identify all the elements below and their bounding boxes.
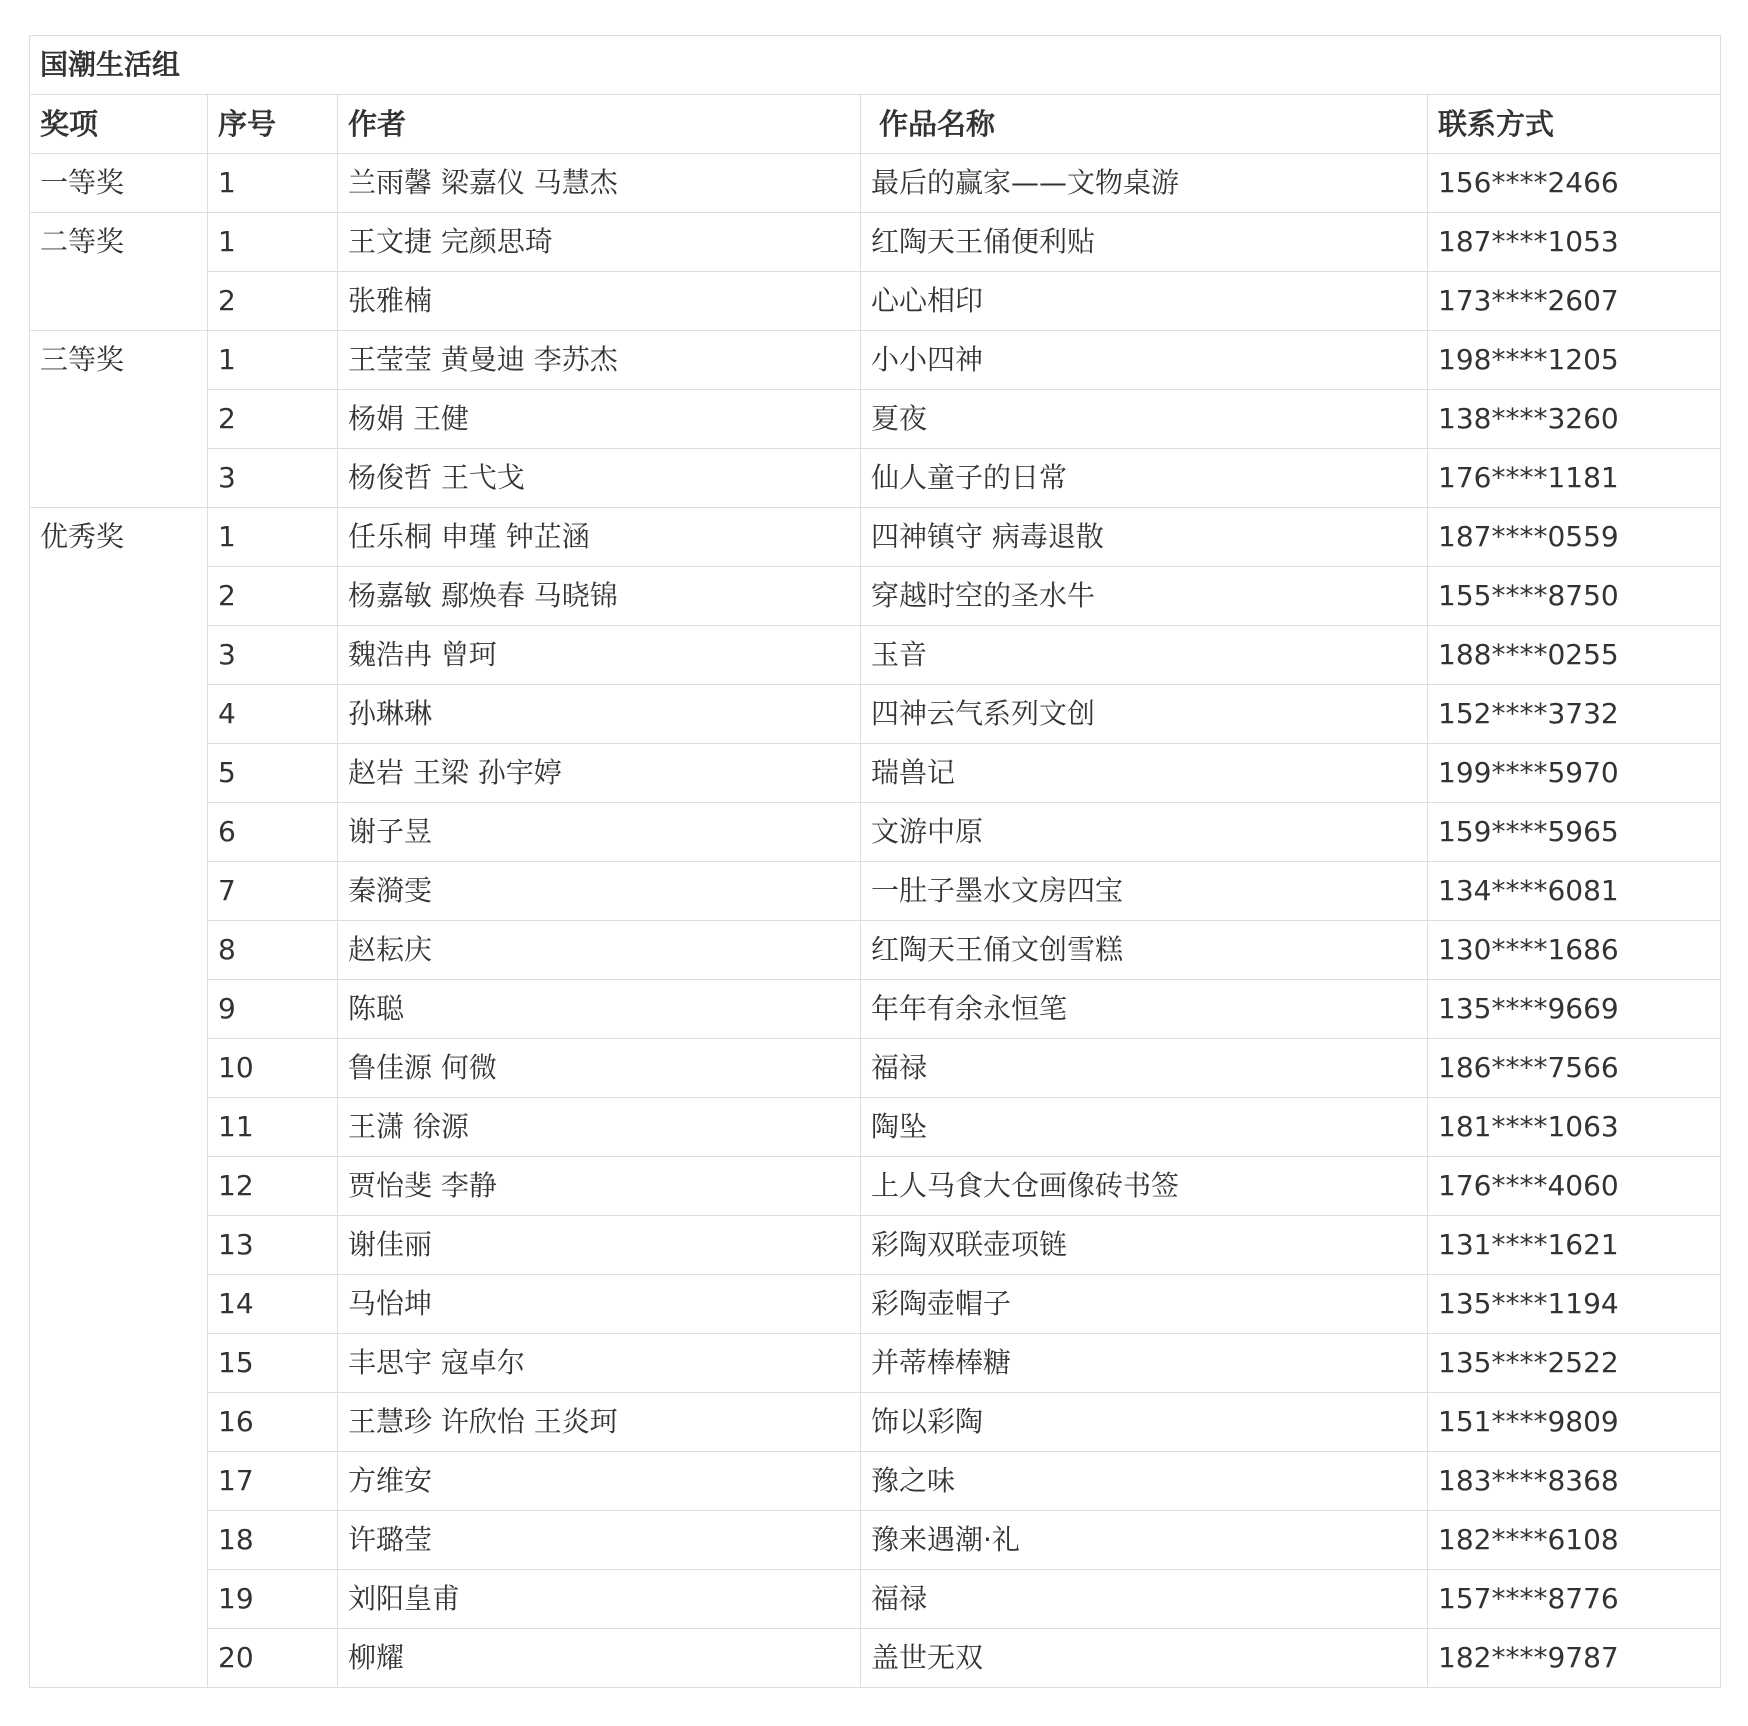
header-award: 奖项 — [30, 95, 208, 154]
table-row — [30, 1393, 1721, 1452]
header-number: 序号 — [208, 95, 338, 154]
table-row — [30, 508, 1721, 567]
contact-cell: 135****9669 — [1428, 980, 1721, 1039]
contact-cell: 130****1686 — [1428, 921, 1721, 980]
table-row — [30, 1157, 1721, 1216]
contact-cell: 135****2522 — [1428, 1334, 1721, 1393]
number-cell: 16 — [208, 1393, 338, 1452]
table-row — [30, 1511, 1721, 1570]
award-table — [29, 35, 1721, 1688]
work-title-cell: 饰以彩陶 — [861, 1393, 1428, 1452]
table-row — [30, 1452, 1721, 1511]
table-row — [30, 1629, 1721, 1688]
author-cell: 鲁佳源 何微 — [338, 1039, 861, 1098]
author-cell: 丰思宇 寇卓尔 — [338, 1334, 861, 1393]
author-cell: 许璐莹 — [338, 1511, 861, 1570]
contact-cell: 182****9787 — [1428, 1629, 1721, 1688]
table-body — [30, 36, 1721, 1688]
author-cell: 任乐桐 申瑾 钟芷涵 — [338, 508, 861, 567]
number-cell: 17 — [208, 1452, 338, 1511]
number-cell: 14 — [208, 1275, 338, 1334]
table-row — [30, 685, 1721, 744]
number-cell: 4 — [208, 685, 338, 744]
table-row — [30, 803, 1721, 862]
number-cell: 5 — [208, 744, 338, 803]
author-cell: 王潇 徐源 — [338, 1098, 861, 1157]
author-cell: 张雅楠 — [338, 272, 861, 331]
author-cell: 刘阳皇甫 — [338, 1570, 861, 1629]
table-row — [30, 449, 1721, 508]
number-cell: 9 — [208, 980, 338, 1039]
contact-cell: 176****4060 — [1428, 1157, 1721, 1216]
contact-cell: 152****3732 — [1428, 685, 1721, 744]
header-work-title: 作品名称 — [861, 95, 1428, 154]
author-cell: 柳耀 — [338, 1629, 861, 1688]
work-title-cell: 豫来遇潮·礼 — [861, 1511, 1428, 1570]
work-title-cell: 并蒂棒棒糖 — [861, 1334, 1428, 1393]
work-title-cell: 仙人童子的日常 — [861, 449, 1428, 508]
contact-cell: 173****2607 — [1428, 272, 1721, 331]
work-title-cell: 彩陶双联壶项链 — [861, 1216, 1428, 1275]
table-row — [30, 272, 1721, 331]
author-cell: 魏浩冉 曾珂 — [338, 626, 861, 685]
table-row — [30, 1039, 1721, 1098]
work-title-cell: 上人马食大仓画像砖书签 — [861, 1157, 1428, 1216]
number-cell: 19 — [208, 1570, 338, 1629]
author-cell: 陈聪 — [338, 980, 861, 1039]
number-cell: 11 — [208, 1098, 338, 1157]
table-row — [30, 921, 1721, 980]
author-cell: 王文捷 完颜思琦 — [338, 213, 861, 272]
work-title-cell: 年年有余永恒笔 — [861, 980, 1428, 1039]
author-cell: 孙琳琳 — [338, 685, 861, 744]
work-title-cell: 四神镇守 病毒退散 — [861, 508, 1428, 567]
number-cell: 18 — [208, 1511, 338, 1570]
table-row — [30, 862, 1721, 921]
contact-cell: 187****0559 — [1428, 508, 1721, 567]
table-row — [30, 1098, 1721, 1157]
table-row — [30, 213, 1721, 272]
work-title-cell: 陶坠 — [861, 1098, 1428, 1157]
work-title-cell: 瑞兽记 — [861, 744, 1428, 803]
award-cell: 三等奖 — [30, 331, 208, 508]
header-author: 作者 — [338, 95, 861, 154]
contact-cell: 186****7566 — [1428, 1039, 1721, 1098]
number-cell: 1 — [208, 213, 338, 272]
author-cell: 谢佳丽 — [338, 1216, 861, 1275]
work-title-cell: 红陶天王俑文创雪糕 — [861, 921, 1428, 980]
table-row — [30, 154, 1721, 213]
contact-cell: 157****8776 — [1428, 1570, 1721, 1629]
number-cell: 7 — [208, 862, 338, 921]
table-row — [30, 567, 1721, 626]
work-title-cell: 四神云气系列文创 — [861, 685, 1428, 744]
number-cell: 1 — [208, 508, 338, 567]
award-cell: 一等奖 — [30, 154, 208, 213]
author-cell: 赵耘庆 — [338, 921, 861, 980]
author-cell: 杨娟 王健 — [338, 390, 861, 449]
table-row — [30, 1334, 1721, 1393]
contact-cell: 156****2466 — [1428, 154, 1721, 213]
table-row — [30, 390, 1721, 449]
author-cell: 方维安 — [338, 1452, 861, 1511]
author-cell: 马怡坤 — [338, 1275, 861, 1334]
contact-cell: 183****8368 — [1428, 1452, 1721, 1511]
work-title-cell: 豫之味 — [861, 1452, 1428, 1511]
work-title-cell: 心心相印 — [861, 272, 1428, 331]
award-cell: 二等奖 — [30, 213, 208, 331]
author-cell: 王慧珍 许欣怡 王炎珂 — [338, 1393, 861, 1452]
number-cell: 3 — [208, 626, 338, 685]
number-cell: 1 — [208, 154, 338, 213]
work-title-cell: 玉音 — [861, 626, 1428, 685]
number-cell: 15 — [208, 1334, 338, 1393]
work-title-cell: 穿越时空的圣水牛 — [861, 567, 1428, 626]
group-title: 国潮生活组 — [30, 36, 1721, 95]
author-cell: 兰雨馨 梁嘉仪 马慧杰 — [338, 154, 861, 213]
contact-cell: 188****0255 — [1428, 626, 1721, 685]
number-cell: 13 — [208, 1216, 338, 1275]
work-title-cell: 彩陶壶帽子 — [861, 1275, 1428, 1334]
contact-cell: 199****5970 — [1428, 744, 1721, 803]
number-cell: 3 — [208, 449, 338, 508]
work-title-cell: 文游中原 — [861, 803, 1428, 862]
table-row — [30, 1570, 1721, 1629]
number-cell: 10 — [208, 1039, 338, 1098]
author-cell: 王莹莹 黄曼迪 李苏杰 — [338, 331, 861, 390]
table-row — [30, 1216, 1721, 1275]
contact-cell: 134****6081 — [1428, 862, 1721, 921]
contact-cell: 182****6108 — [1428, 1511, 1721, 1570]
author-cell: 秦漪雯 — [338, 862, 861, 921]
work-title-cell: 小小四神 — [861, 331, 1428, 390]
number-cell: 2 — [208, 567, 338, 626]
work-title-cell: 红陶天王俑便利贴 — [861, 213, 1428, 272]
contact-cell: 138****3260 — [1428, 390, 1721, 449]
work-title-cell: 最后的赢家——文物桌游 — [861, 154, 1428, 213]
header-contact: 联系方式 — [1428, 95, 1721, 154]
table-row — [30, 980, 1721, 1039]
author-cell: 贾怡斐 李静 — [338, 1157, 861, 1216]
work-title-cell: 福禄 — [861, 1570, 1428, 1629]
author-cell: 杨嘉敏 鄢焕春 马晓锦 — [338, 567, 861, 626]
contact-cell: 187****1053 — [1428, 213, 1721, 272]
number-cell: 1 — [208, 331, 338, 390]
contact-cell: 151****9809 — [1428, 1393, 1721, 1452]
number-cell: 2 — [208, 272, 338, 331]
contact-cell: 198****1205 — [1428, 331, 1721, 390]
work-title-cell: 夏夜 — [861, 390, 1428, 449]
contact-cell: 131****1621 — [1428, 1216, 1721, 1275]
table-row — [30, 744, 1721, 803]
author-cell: 杨俊哲 王弋戈 — [338, 449, 861, 508]
author-cell: 赵岩 王梁 孙宇婷 — [338, 744, 861, 803]
table-row — [30, 626, 1721, 685]
number-cell: 6 — [208, 803, 338, 862]
author-cell: 谢子昱 — [338, 803, 861, 862]
number-cell: 2 — [208, 390, 338, 449]
number-cell: 20 — [208, 1629, 338, 1688]
header-row — [30, 95, 1721, 154]
contact-cell: 155****8750 — [1428, 567, 1721, 626]
table-row — [30, 1275, 1721, 1334]
work-title-cell: 福禄 — [861, 1039, 1428, 1098]
award-cell: 优秀奖 — [30, 508, 208, 1688]
group-title-row — [30, 36, 1721, 95]
table-row — [30, 331, 1721, 390]
contact-cell: 181****1063 — [1428, 1098, 1721, 1157]
contact-cell: 159****5965 — [1428, 803, 1721, 862]
number-cell: 8 — [208, 921, 338, 980]
contact-cell: 135****1194 — [1428, 1275, 1721, 1334]
contact-cell: 176****1181 — [1428, 449, 1721, 508]
number-cell: 12 — [208, 1157, 338, 1216]
work-title-cell: 盖世无双 — [861, 1629, 1428, 1688]
work-title-cell: 一肚子墨水文房四宝 — [861, 862, 1428, 921]
